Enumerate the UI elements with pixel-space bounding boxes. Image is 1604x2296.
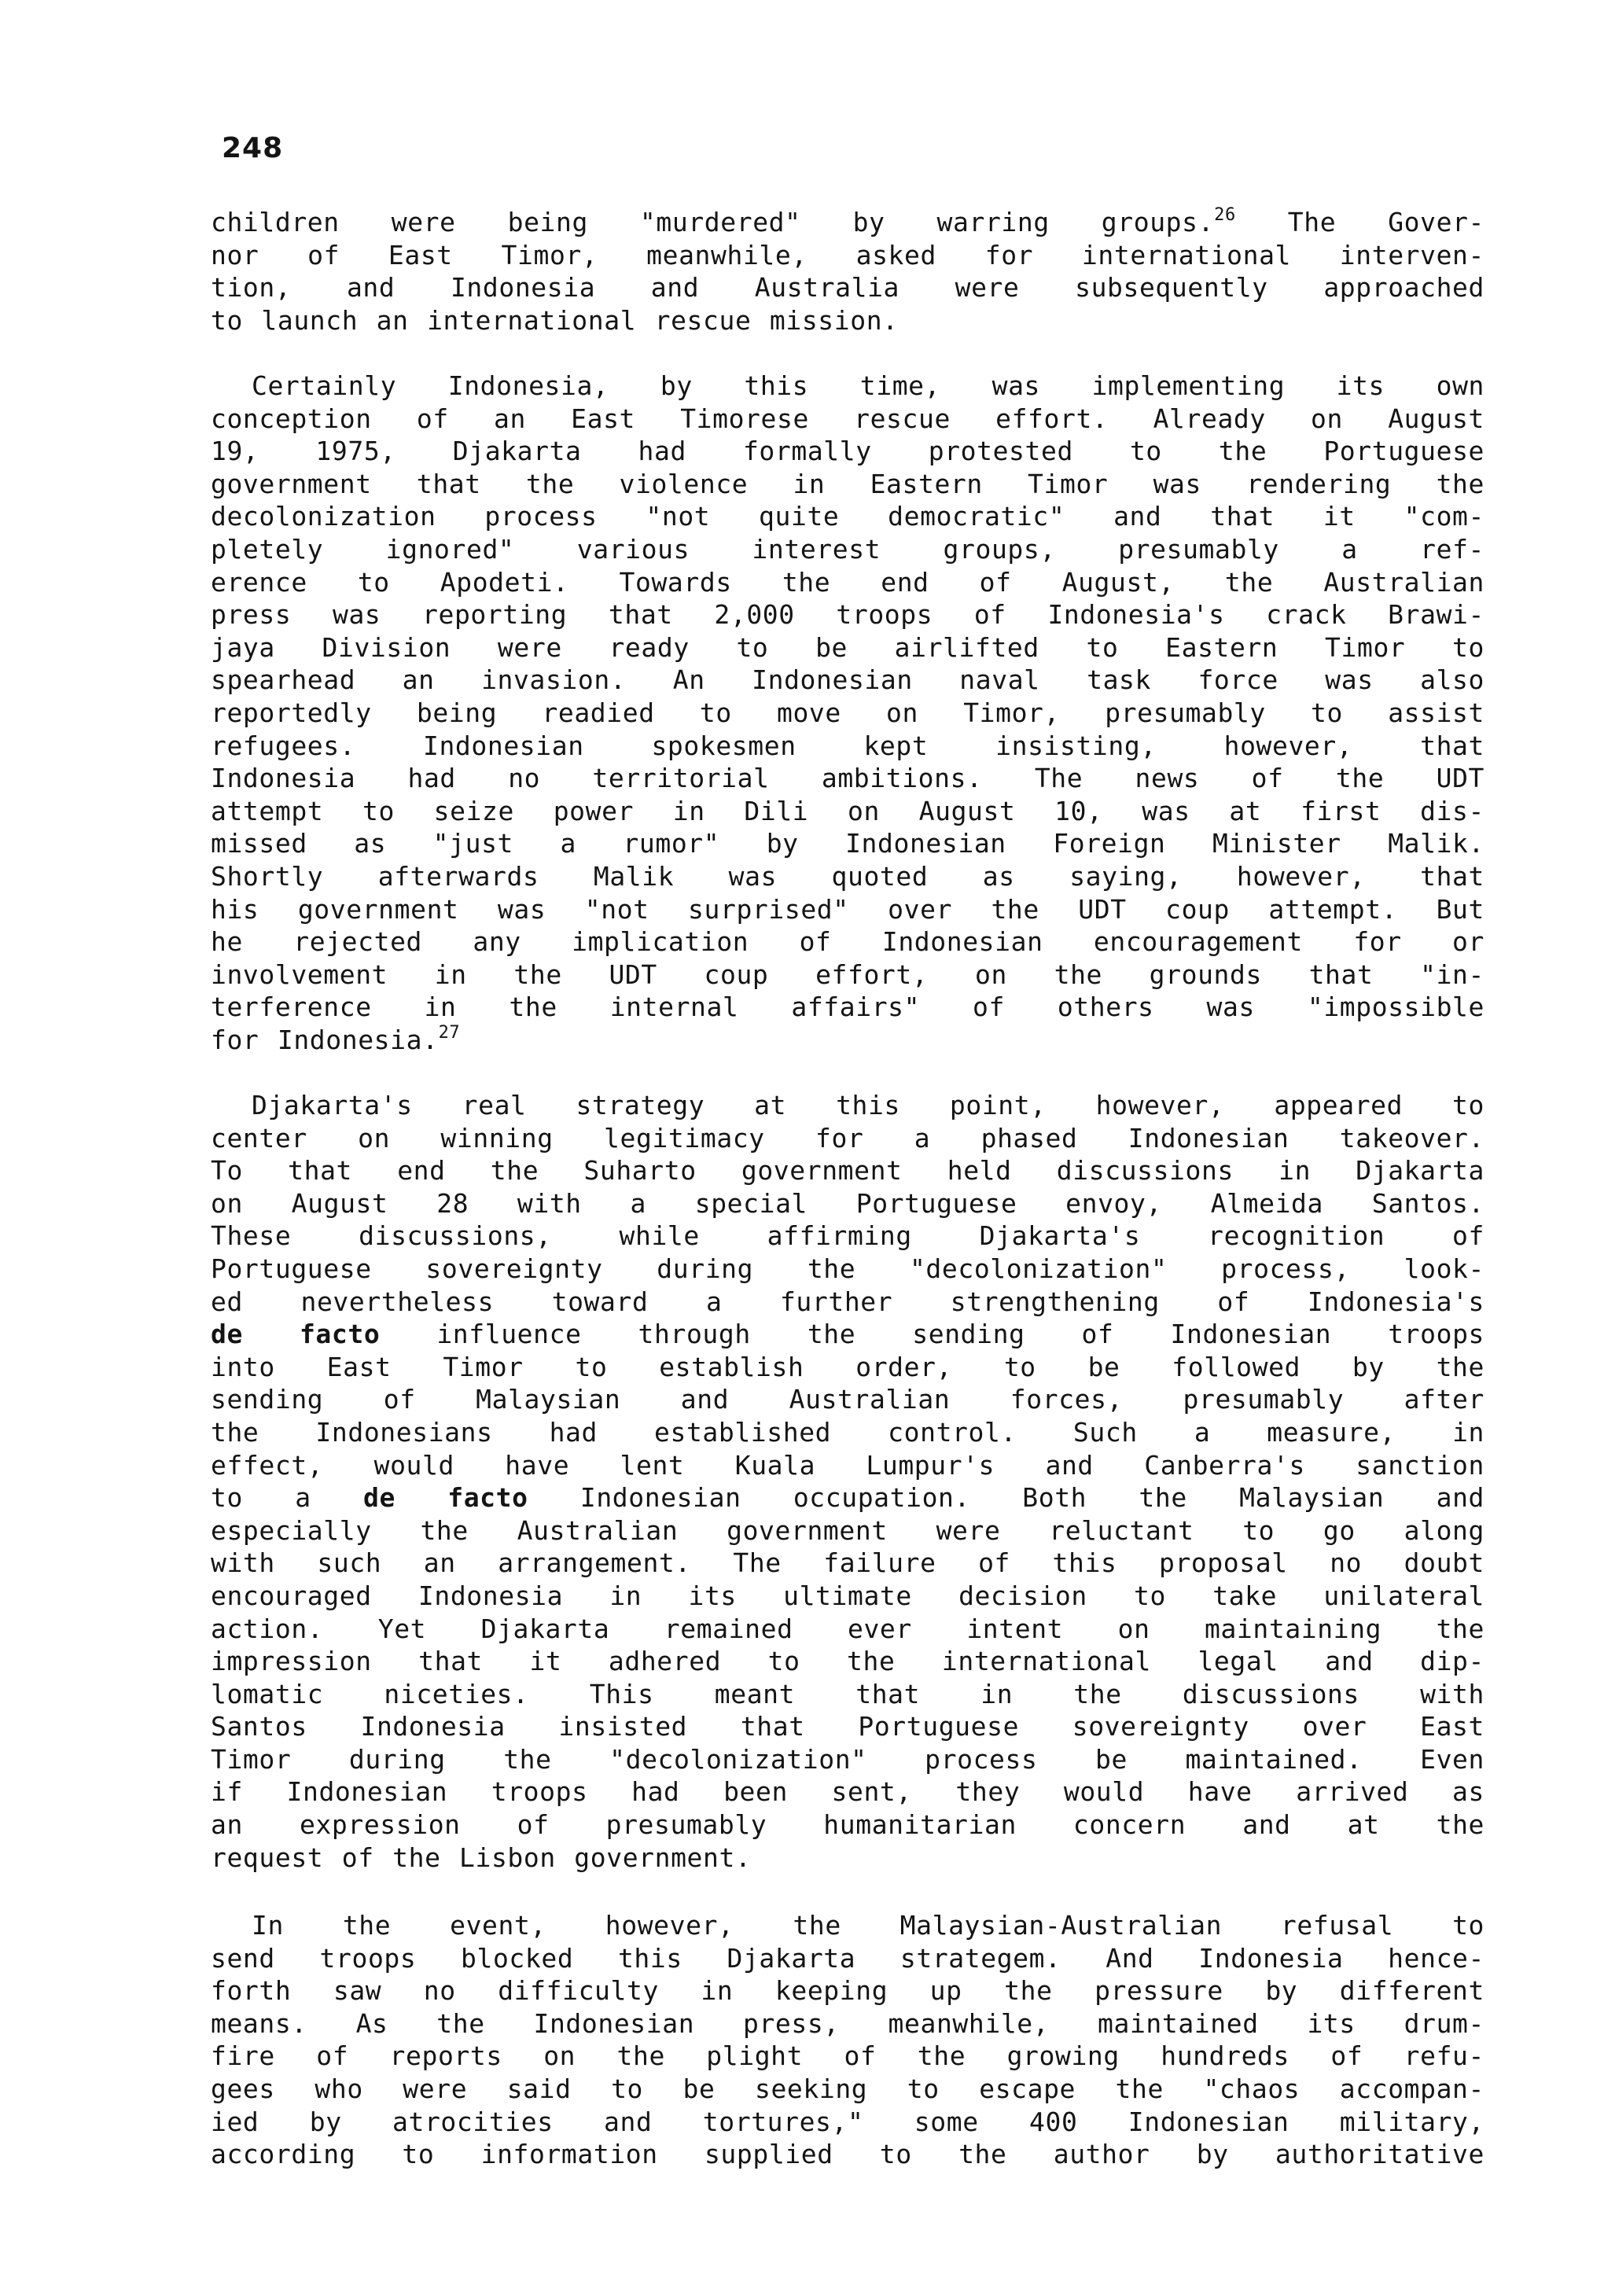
text-line: on August 28 with a special Portuguese envoy, Almeida Santos. [211,1187,1484,1219]
page-number: 248 [222,132,284,164]
emphasis-de-facto: de facto [211,1319,381,1350]
text-line: to a de facto Indonesian occupation. Both the Malaysian and [211,1482,1484,1514]
text-line: lomatic niceties. This meant that in the discussions with [211,1678,1484,1709]
text-line: for Indonesia.$^{27}$ [211,1022,461,1055]
text-line: pletely ignored" various interest groups, presumably a ref- [211,533,1484,565]
text-line: action. Yet Djakarta remained ever intent on maintaining the [211,1613,1484,1644]
text-line: means. As the Indonesian press, meanwhile, maintained its drum- [211,2007,1484,2039]
text-line: Timor during the "decolonization" process be maintained. Even [211,1743,1484,1775]
text-line: Portuguese sovereignty during the "decolonization" process, look- [211,1253,1484,1284]
text-line: an expression of presumably humanitarian concern and at the [211,1809,1484,1841]
text-line: missed as "just a rumor" by Indonesian Foreign Minister Malik. [211,828,1484,859]
text-line: Certainly Indonesia, by this time, was implementing its own [252,370,1484,401]
text-line: refugees. Indonesian spokesmen kept insisting, however, that [211,730,1484,761]
text-line: terference in the internal affairs" of others was "impossible [211,992,1484,1023]
text-line: conception of an East Timorese rescue effort. Already on August [211,403,1484,434]
text-line: de facto influence through the sending of Indonesian troops [211,1319,1484,1350]
paragraph-2 [211,370,1484,1056]
text-line: press was reporting that 2,000 troops of Indonesia's crack Brawi- [211,599,1484,631]
text-line: center on winning legitimacy for a phased Indonesian takeover. [211,1122,1484,1154]
text-line: according to information supplied to the author by authoritative [211,2139,1484,2170]
text-line: Indonesia had no territorial ambitions. The news of the UDT [211,763,1484,794]
paragraph-3 [211,1089,1484,1874]
text-line: These discussions, while affirming Djakarta's recognition of [211,1220,1484,1252]
text-line: he rejected any implication of Indonesian encouragement for or [211,926,1484,958]
text-line: the Indonesians had established control. Such a measure, in [211,1416,1484,1448]
text-line: gees who were said to be seeking to escape the "chaos accompan- [211,2073,1484,2104]
text-line: nor of East Timor, meanwhile, asked for international interven- [211,239,1484,270]
text-line: erence to Apodeti. Towards the end of August, the Australian [211,566,1484,598]
paragraph-1 [211,206,1484,337]
text-line: his government was "not surprised" over the UDT coup attempt. But [211,893,1484,925]
text-line: spearhead an invasion. An Indonesian naval task force was also [211,664,1484,696]
text-line: involvement in the UDT coup effort, on the grounds that "in- [211,959,1484,990]
text-line: especially the Australian government were reluctant to go along [211,1514,1484,1546]
text-line: jaya Division were ready to be airlifted to Eastern Timor to [211,631,1484,663]
text-line: Santos Indonesia insisted that Portuguese sovereignty over East [211,1711,1484,1742]
text-line: decolonization process "not quite democratic" and that it "com- [211,501,1484,532]
text-line: 19, 1975, Djakarta had formally protested to the Portuguese [211,436,1484,467]
text-line: to launch an international rescue mission. [211,304,899,336]
text-line: Shortly afterwards Malik was quoted as saying, however, that [211,860,1484,892]
text-line: sending of Malaysian and Australian forces, presumably after [211,1384,1484,1415]
footnote-ref: 27 [438,1022,461,1043]
text-line: ied by atrocities and tortures," some 400 Indonesian military, [211,2106,1484,2137]
text-line: In the event, however, the Malaysian-Australian refusal to [252,1910,1484,1941]
text-line: send troops blocked this Djakarta strategem. And Indonesia hence- [211,1942,1484,1974]
paragraph-4 [211,1909,1484,2171]
text-line: tion, and Indonesia and Australia were subsequently approached [211,272,1484,304]
text-line: with such an arrangement. The failure of this proposal no doubt [211,1547,1484,1579]
text-line: fire of reports on the plight of the growing hundreds of refu- [211,2040,1484,2072]
text-line: into East Timor to establish order, to be followed by the [211,1351,1484,1382]
emphasis-de-facto: de facto [363,1482,528,1514]
text-line: reportedly being readied to move on Timor, presumably to assist [211,697,1484,728]
text-line: ed nevertheless toward a further strengthening of Indonesia's [211,1286,1484,1317]
text-line: impression that it adhered to the international legal and dip- [211,1646,1484,1677]
footnote-ref: 26 [1214,206,1236,225]
text-line: effect, would have lent Kuala Lumpur's and Canberra's sanction [211,1449,1484,1481]
text-line: attempt to seize power in Dili on August 10, was at first dis- [211,795,1484,826]
text-line: if Indonesian troops had been sent, they would have arrived as [211,1776,1484,1808]
text-line: encouraged Indonesia in its ultimate decision to take unilateral [211,1580,1484,1611]
text-line: Djakarta's real strategy at this point, however, appeared to [252,1090,1484,1120]
text-line: forth saw no difficulty in keeping up the pressure by different [211,1975,1484,2007]
text-line: government that the violence in Eastern Timor was rendering the [211,468,1484,499]
text-line: children were being "murdered" by warring groups.$^{26}$ The Gover- [211,206,1484,237]
text-line: request of the Lisbon government. [211,1842,752,1873]
text-line: To that end the Suharto government held discussions in Djakarta [211,1155,1484,1187]
